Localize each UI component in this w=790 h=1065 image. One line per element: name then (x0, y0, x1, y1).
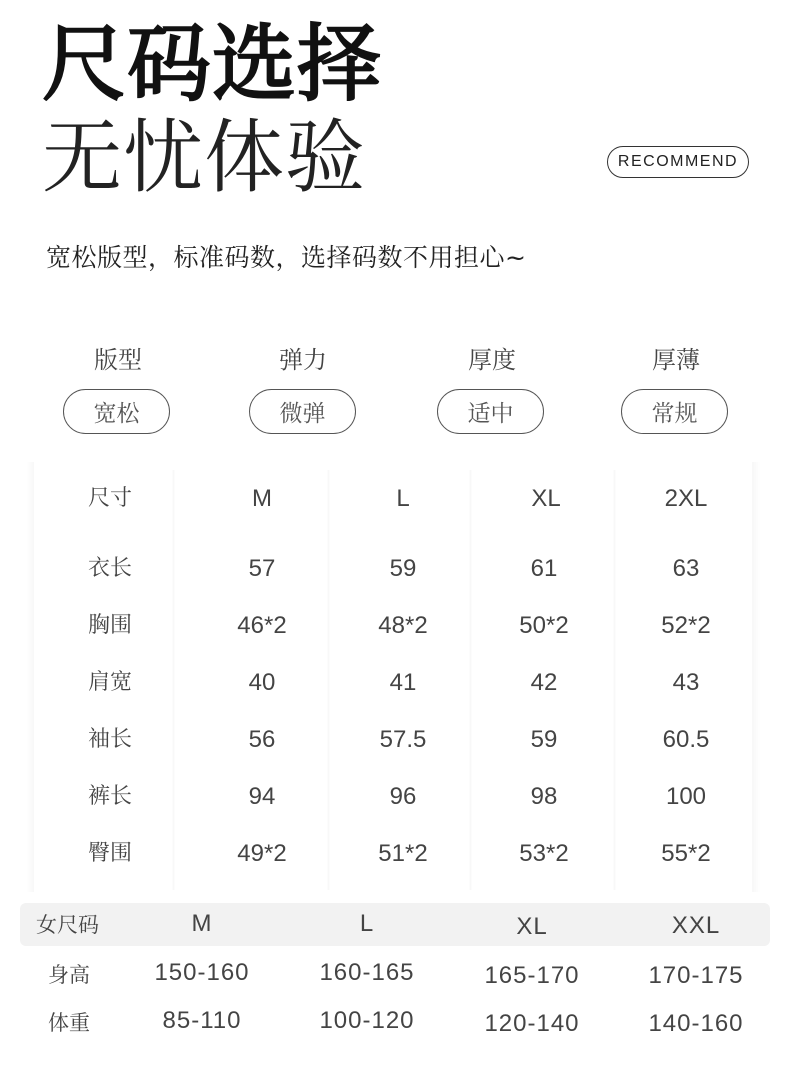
row-label: 袖长 (87, 727, 132, 752)
table-cell: 49*2 (237, 840, 287, 867)
table-cell: 120-140 (484, 1010, 580, 1037)
row-label: 肩宽 (87, 670, 132, 695)
recommend-badge: RECOMMEND (607, 146, 749, 178)
size-header-m: M (252, 485, 272, 512)
table-cell: 53*2 (519, 840, 569, 867)
row-label: 胸围 (87, 613, 132, 638)
row-label: 臀围 (87, 841, 132, 866)
row-label: 身高 (48, 963, 90, 987)
table-cell: 41 (389, 669, 417, 696)
size-header-2xl: 2XL (664, 485, 708, 512)
table-cell: 57.5 (379, 726, 427, 753)
table-cell: 94 (248, 783, 276, 810)
size-header-l: L (396, 485, 410, 512)
attribute-label-weight: 厚薄 (652, 346, 700, 374)
size-header-xl: XL (531, 485, 561, 512)
table-cell: 63 (672, 555, 700, 582)
table-cell: 85-110 (162, 1007, 242, 1034)
subtitle: 宽松版型，标准码数，选择码数不用担心~ (46, 243, 527, 272)
table-cell: 61 (530, 555, 558, 582)
table-cell: 59 (389, 555, 417, 582)
table-cell: 100-120 (319, 1007, 415, 1034)
column-divider (613, 470, 616, 890)
table-cell: 51*2 (378, 840, 428, 867)
table-cell: 46*2 (237, 612, 287, 639)
table-cell: 50*2 (519, 612, 569, 639)
column-divider (469, 470, 472, 890)
attribute-pill-stretch: 微弹 (249, 389, 356, 434)
attribute-pill-fit: 宽松 (63, 389, 170, 434)
women-header-label: 女尺码 (36, 913, 99, 937)
women-header-xl: XL (516, 913, 548, 940)
attribute-pill-thickness: 适中 (437, 389, 544, 434)
table-cell: 60.5 (662, 726, 710, 753)
table-cell: 43 (672, 669, 700, 696)
attribute-label-thickness: 厚度 (468, 346, 516, 374)
size-header-label: 尺寸 (87, 486, 132, 511)
table-cell: 140-160 (648, 1010, 744, 1037)
table-cell: 160-165 (319, 959, 415, 986)
women-header-l: L (359, 910, 375, 937)
table-cell: 48*2 (378, 612, 428, 639)
row-label: 衣长 (87, 556, 132, 581)
table-cell: 170-175 (648, 962, 744, 989)
table-cell: 165-170 (484, 962, 580, 989)
attribute-pill-weight: 常规 (621, 389, 728, 434)
attribute-label-fit: 版型 (94, 346, 142, 374)
page-title-light: 无忧体验 (42, 111, 366, 204)
table-cell: 96 (389, 783, 417, 810)
table-cell: 57 (248, 555, 276, 582)
women-header-m: M (191, 910, 213, 937)
row-label: 裤长 (87, 784, 132, 809)
table-cell: 98 (530, 783, 558, 810)
table-cell: 150-160 (154, 959, 250, 986)
table-cell: 55*2 (661, 840, 711, 867)
table-cell: 59 (530, 726, 558, 753)
table-cell: 100 (665, 783, 707, 810)
attribute-label-stretch: 弹力 (279, 346, 327, 374)
row-label: 体重 (48, 1011, 90, 1035)
table-edge-shade (752, 462, 760, 892)
table-cell: 40 (248, 669, 276, 696)
table-cell: 56 (248, 726, 276, 753)
column-divider (172, 470, 175, 890)
page-title-bold: 尺码选择 (42, 15, 383, 113)
table-cell: 52*2 (661, 612, 711, 639)
women-header-xxl: XXL (671, 912, 721, 939)
table-cell: 42 (530, 669, 558, 696)
table-edge-shade (26, 462, 34, 892)
column-divider (327, 470, 330, 890)
